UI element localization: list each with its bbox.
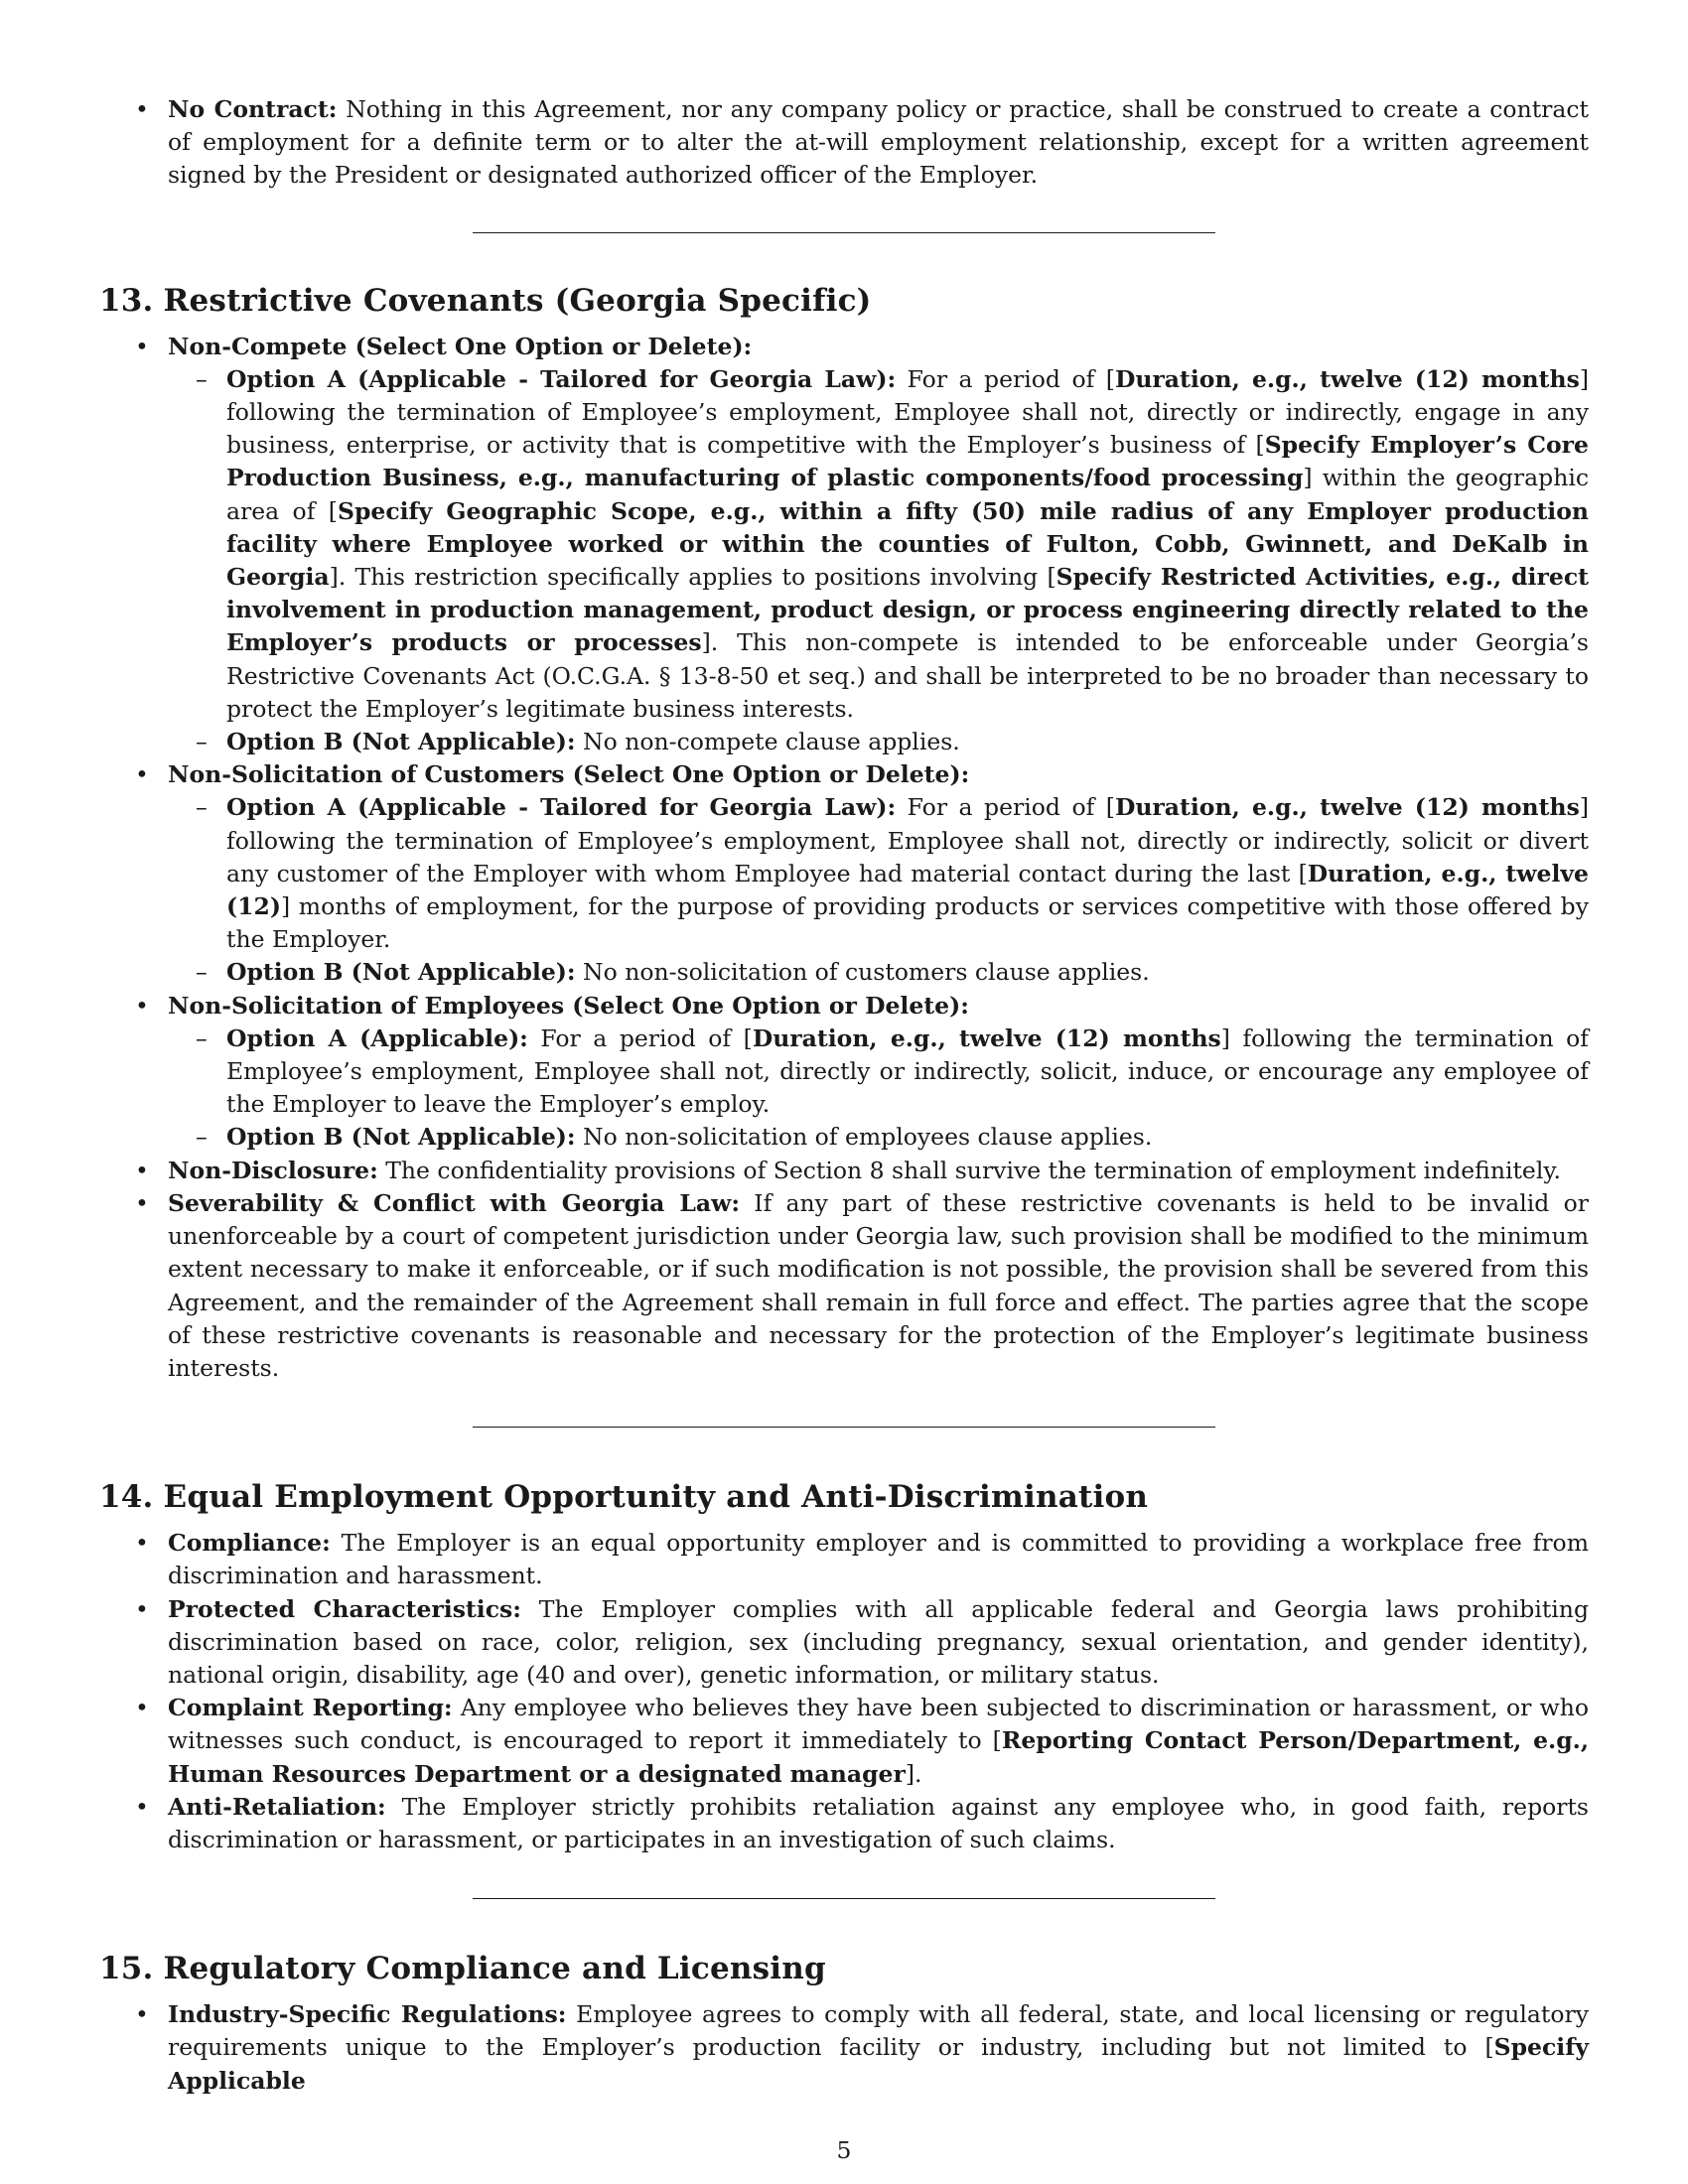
section-number: 14.	[99, 1479, 154, 1516]
bullet-icon: •	[135, 332, 149, 360]
item-text: The confidentiality provisions of Section 8 shall survive the termination of employment indefinitely.	[377, 1156, 1561, 1184]
bullet-icon: •	[135, 1694, 149, 1722]
bullet-icon: •	[135, 95, 149, 123]
bullet-icon: •	[135, 1156, 149, 1184]
bullet-icon: •	[135, 991, 149, 1020]
list-item-non-solicit-employees	[99, 990, 1589, 1155]
section-13-heading	[99, 281, 1589, 321]
placeholder-text: Duration, e.g., twelve (12) months	[1114, 364, 1580, 393]
sub-item-option-b	[168, 1121, 1589, 1154]
dash-icon: –	[196, 958, 208, 987]
option-label: Option A (Applicable - Tailored for Georgia Law):	[226, 364, 897, 393]
option-text: For a period of [	[896, 364, 1115, 393]
item-label: Industry-Specific Regulations:	[168, 2000, 567, 2029]
bullet-icon: •	[135, 1529, 149, 1558]
dash-icon: –	[196, 1123, 208, 1152]
option-text: No non-compete clause applies.	[575, 728, 960, 756]
placeholder-text: Duration, e.g., twelve (12)	[226, 859, 1589, 921]
dash-icon: –	[196, 728, 208, 756]
list-item-complaint-reporting	[99, 1692, 1589, 1791]
item-text: The Employer complies with all applicable federal and Georgia laws prohibiting discrimination based on race, color, religion, sex (including pregnancy, sexual orientation, and gender identity), national origin, disability, age (40 and over), genetic information, or military status.	[168, 1594, 1589, 1689]
placeholder-text: Specify Restricted Activities, e.g., direct involvement in production management, product design, or process engineering directly related to the Employer’s products or processes	[226, 563, 1589, 657]
option-text: ]. This non-compete is intended to be enforceable under Georgia’s Restrictive Covenants Act (O.C.G.A. § 13-8-50 et seq.) and shall be interpreted to be no broader than necessary to protect the Employer’s legitimate business interests.	[226, 628, 1589, 723]
item-text: The Employer strictly prohibits retaliation against any employee who, in good faith, reports discrimination or harassment, or participates in an investigation of such claims.	[168, 1792, 1589, 1853]
option-label: Option B (Not Applicable):	[226, 1123, 576, 1152]
option-text: ]. This restriction specifically applies to positions involving [	[329, 563, 1056, 592]
placeholder-text: Duration, e.g., twelve (12) months	[752, 1024, 1221, 1052]
section-title: Equal Employment Opportunity and Anti-Discrimination	[163, 1479, 1149, 1516]
option-text: No non-solicitation of customers clause applies.	[575, 958, 1150, 987]
list-item-non-compete	[99, 331, 1589, 759]
item-text: Nothing in this Agreement, nor any company policy or practice, shall be construed to create a contract of employment for a definite term or to alter the at-will employment relationship, except for a written agreement signed by the President or designated authorized officer of the Employer.	[168, 95, 1589, 190]
option-text: ] within the geographic area of [	[226, 464, 1590, 525]
section-title: Regulatory Compliance and Licensing	[163, 1951, 826, 1987]
option-text: ] following the termination of Employee’s employment, Employee shall not, directly or indirectly, engage in any business, enterprise, or activity that is competitive with the Employer’s business of [	[226, 364, 1589, 460]
option-text: No non-solicitation of employees clause applies.	[575, 1123, 1153, 1152]
sub-list	[168, 1023, 1589, 1155]
sub-item-option-b	[168, 956, 1589, 989]
placeholder-text: Reporting Contact Person/Department, e.g., Human Resources Department or a designated manager	[168, 1726, 1590, 1788]
section-number: 13.	[99, 282, 154, 319]
sub-item-option-b	[168, 726, 1589, 758]
item-text: Employee agrees to comply with all federal, state, and local licensing or regulatory requirements unique to the Employer’s production facility or industry, including but not limited to [	[168, 2000, 1589, 2062]
option-label: Option B (Not Applicable):	[226, 958, 576, 987]
item-label: Anti-Retaliation:	[168, 1792, 386, 1821]
section-14-list	[99, 1527, 1589, 1856]
item-label: Compliance:	[168, 1529, 331, 1558]
item-label: Non-Solicitation of Customers (Select One Option or Delete):	[168, 760, 970, 789]
bullet-icon: •	[135, 1188, 149, 1217]
section-15-list	[99, 1998, 1589, 2098]
list-item-severability	[99, 1187, 1589, 1385]
placeholder-text: Specify Applicable	[168, 2033, 1589, 2095]
page-number: 5	[836, 2136, 852, 2164]
list-item-non-disclosure	[99, 1155, 1589, 1187]
dash-icon: –	[196, 1024, 208, 1052]
item-text: If any part of these restrictive covenants is held to be invalid or unenforceable by a court of competent jurisdiction under Georgia law, such provision shall be modified to the minimum extent necessary to make it enforceable, or if such modification is not possible, the provision shall be severed from this Agreement, and the remainder of the Agreement shall remain in full force and effect. The parties agree that the scope of these restrictive covenants is reasonable and necessary for the protection of the Employer’s legitimate business interests.	[168, 1188, 1589, 1382]
dash-icon: –	[196, 364, 208, 393]
sub-list	[168, 791, 1589, 989]
placeholder-text: Specify Geographic Scope, e.g., within a fifty (50) mile radius of any Employer production facility where Employee worked or within the counties of Fulton, Cobb, Gwinnett, and DeKalb in Georgia	[226, 496, 1589, 592]
list-item-non-solicit-customers	[99, 758, 1589, 989]
section-14-heading	[99, 1477, 1589, 1517]
placeholder-text: Specify Employer’s Core Production Business, e.g., manufacturing of plastic components/food processing	[226, 431, 1589, 492]
item-label: Protected Characteristics:	[168, 1594, 521, 1623]
item-text: ].	[905, 1759, 922, 1788]
intro-list	[99, 93, 1589, 193]
section-divider	[473, 1427, 1215, 1428]
section-15-heading	[99, 1949, 1589, 1988]
section-divider	[473, 232, 1215, 233]
bullet-icon: •	[135, 1792, 149, 1821]
dash-icon: –	[196, 793, 208, 822]
item-text: The Employer is an equal opportunity employer and is committed to providing a workplace free from discrimination and harassment.	[168, 1529, 1589, 1590]
sub-item-option-a	[168, 1023, 1589, 1122]
option-text: For a period of [	[896, 793, 1115, 822]
option-label: Option B (Not Applicable):	[226, 728, 576, 756]
item-label: Non-Solicitation of Employees (Select One Option or Delete):	[168, 991, 969, 1020]
option-label: Option A (Applicable):	[226, 1024, 528, 1052]
list-item-anti-retaliation	[99, 1791, 1589, 1856]
option-text: ] months of employment, for the purpose of providing products or services competitive with those offered by the Employer.	[226, 892, 1589, 954]
item-label: Severability & Conflict with Georgia Law:	[168, 1188, 741, 1217]
item-label: No Contract:	[168, 95, 338, 123]
item-label: Complaint Reporting:	[168, 1694, 453, 1722]
section-title: Restrictive Covenants (Georgia Specific)	[163, 282, 872, 319]
option-text: ] following the termination of Employee’s employment, Employee shall not, directly or indirectly, solicit, induce, or encourage any employee of the Employer to leave the Employer’s employ.	[226, 1024, 1590, 1119]
item-label: Non-Compete (Select One Option or Delete):	[168, 332, 753, 360]
list-item-no-contract	[99, 93, 1589, 193]
sub-item-option-a	[168, 791, 1589, 956]
placeholder-text: Duration, e.g., twelve (12) months	[1114, 793, 1580, 822]
list-item-industry-regulations	[99, 1998, 1589, 2098]
list-item-compliance	[99, 1527, 1589, 1592]
bullet-icon: •	[135, 760, 149, 789]
item-text: Any employee who believes they have been subjected to discrimination or harassment, or who witnesses such conduct, is encouraged to report it immediately to [	[168, 1694, 1589, 1755]
option-label: Option A (Applicable - Tailored for Georgia Law):	[226, 793, 897, 822]
document-page	[99, 93, 1589, 2098]
sub-list	[168, 363, 1589, 758]
sub-item-option-a	[168, 363, 1589, 726]
list-item-protected-characteristics	[99, 1593, 1589, 1693]
bullet-icon: •	[135, 1594, 149, 1623]
section-number: 15.	[99, 1951, 154, 1987]
option-text: ] following the termination of Employee’s employment, Employee shall not, directly or indirectly, solicit or divert any customer of the Employer with whom Employee had material contact during the last [	[226, 793, 1589, 887]
option-text: For a period of [	[527, 1024, 753, 1052]
item-label: Non-Disclosure:	[168, 1156, 378, 1184]
section-divider	[473, 1898, 1215, 1899]
section-13-list	[99, 331, 1589, 1386]
bullet-icon: •	[135, 2000, 149, 2029]
